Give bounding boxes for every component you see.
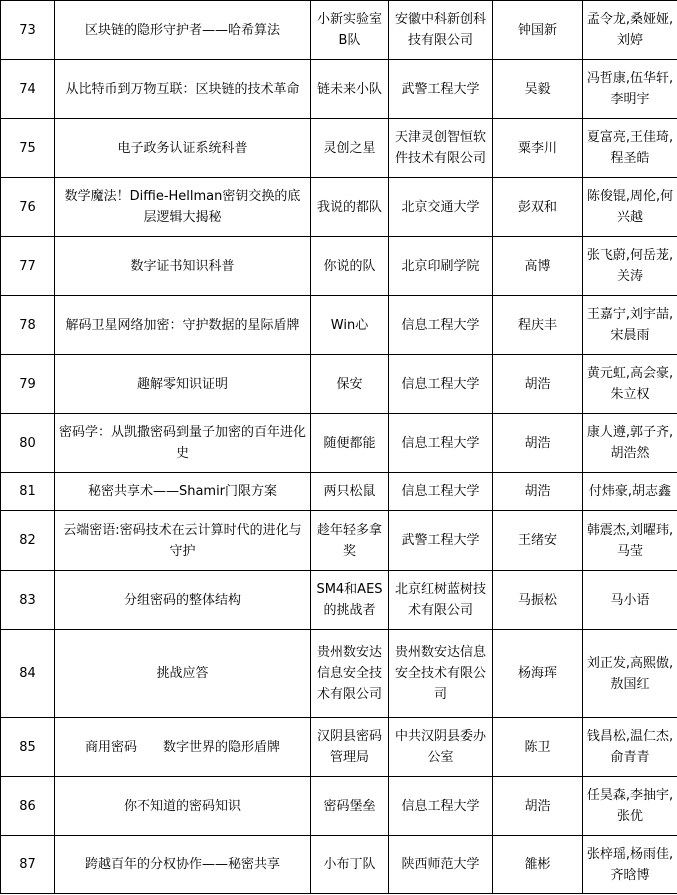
- work-title: 数字证书知识科普: [55, 237, 311, 296]
- table-row: [1, 1, 677, 60]
- table-row: [1, 60, 677, 119]
- row-number: 85: [1, 718, 55, 777]
- team-members: 张梓瑶,杨雨佳,齐晗博: [583, 836, 677, 894]
- table-row: [1, 511, 677, 571]
- team-name: 保安: [311, 355, 389, 414]
- row-number: 78: [1, 296, 55, 355]
- organization: 信息工程大学: [389, 777, 493, 836]
- team-name: 小布丁队: [311, 836, 389, 894]
- organization: 天津灵创智恒软件技术有限公司: [389, 119, 493, 178]
- advisor: 胡浩: [493, 414, 583, 473]
- organization: 陕西师范大学: [389, 836, 493, 894]
- table-row: [1, 178, 677, 237]
- advisor: 彭双和: [493, 178, 583, 237]
- work-title: 分组密码的整体结构: [55, 571, 311, 630]
- advisor: 吴毅: [493, 60, 583, 119]
- table-row: [1, 630, 677, 718]
- advisor: 马振松: [493, 571, 583, 630]
- row-number: 81: [1, 473, 55, 511]
- advisor: 王绪安: [493, 511, 583, 571]
- advisor: 雒彬: [493, 836, 583, 894]
- team-members: 孟令龙,桑娅娅,刘婷: [583, 1, 677, 60]
- row-number: 77: [1, 237, 55, 296]
- organization: 武警工程大学: [389, 60, 493, 119]
- row-number: 76: [1, 178, 55, 237]
- team-name: SM4和AES的挑战者: [311, 571, 389, 630]
- advisor: 胡浩: [493, 473, 583, 511]
- work-title: 趣解零知识证明: [55, 355, 311, 414]
- table-row: [1, 414, 677, 473]
- row-number: 86: [1, 777, 55, 836]
- team-name: 随便都能: [311, 414, 389, 473]
- table-row: [1, 718, 677, 777]
- team-members: 黄元虹,高会豪,朱立权: [583, 355, 677, 414]
- work-title: 挑战应答: [55, 630, 311, 718]
- work-title: 云端密语:密码技术在云计算时代的进化与守护: [55, 511, 311, 571]
- organization: 中共汉阴县委办公室: [389, 718, 493, 777]
- work-title: 电子政务认证系统科普: [55, 119, 311, 178]
- row-number: 79: [1, 355, 55, 414]
- team-name: 密码堡垒: [311, 777, 389, 836]
- organization: 北京红树蓝树技术有限公司: [389, 571, 493, 630]
- work-title: 从比特币到万物互联：区块链的技术革命: [55, 60, 311, 119]
- table-row: [1, 119, 677, 178]
- team-members: 付炜豪,胡志鑫: [583, 473, 677, 511]
- team-members: 王嘉宁,刘宇喆,宋晨雨: [583, 296, 677, 355]
- row-number: 74: [1, 60, 55, 119]
- table-row: [1, 296, 677, 355]
- table-row: [1, 473, 677, 511]
- work-title: 秘密共享术——Shamir门限方案: [55, 473, 311, 511]
- row-number: 84: [1, 630, 55, 718]
- team-members: 夏富亮,王佳琦,程圣皓: [583, 119, 677, 178]
- row-number: 80: [1, 414, 55, 473]
- team-members: 韩震杰,刘曜玮,马莹: [583, 511, 677, 571]
- team-name: 灵创之星: [311, 119, 389, 178]
- team-members: 马小语: [583, 571, 677, 630]
- organization: 安徽中科新创科技有限公司: [389, 1, 493, 60]
- team-name: Win心: [311, 296, 389, 355]
- row-number: 75: [1, 119, 55, 178]
- advisor: 高博: [493, 237, 583, 296]
- table-row: [1, 777, 677, 836]
- table-row: [1, 237, 677, 296]
- work-title: 跨越百年的分权协作——秘密共享: [55, 836, 311, 894]
- table-row: [1, 836, 677, 894]
- team-members: 张飞蔚,何岳茏,关涛: [583, 237, 677, 296]
- team-name: 趁年轻多拿奖: [311, 511, 389, 571]
- team-members: 陈俊锟,周伦,何兴越: [583, 178, 677, 237]
- organization: 北京印刷学院: [389, 237, 493, 296]
- advisor: 杨海珲: [493, 630, 583, 718]
- team-name: 贵州数安达信息安全技术有限公司: [311, 630, 389, 718]
- advisor: 粟李川: [493, 119, 583, 178]
- advisor: 胡浩: [493, 777, 583, 836]
- row-number: 82: [1, 511, 55, 571]
- organization: 信息工程大学: [389, 355, 493, 414]
- organization: 信息工程大学: [389, 414, 493, 473]
- work-title: 解码卫星网络加密：守护数据的星际盾牌: [55, 296, 311, 355]
- organization: 北京交通大学: [389, 178, 493, 237]
- organization: 信息工程大学: [389, 473, 493, 511]
- table-row: [1, 355, 677, 414]
- team-members: 冯哲康,伍华轩,李明宇: [583, 60, 677, 119]
- team-name: 你说的队: [311, 237, 389, 296]
- team-members: 刘正发,高熙傲,敖国红: [583, 630, 677, 718]
- team-members: 康人遵,郭子齐,胡浩然: [583, 414, 677, 473]
- table-row: [1, 571, 677, 630]
- team-name: 汉阴县密码管理局: [311, 718, 389, 777]
- team-members: 任昊森,李抽宇,张优: [583, 777, 677, 836]
- advisor: 陈卫: [493, 718, 583, 777]
- organization: 信息工程大学: [389, 296, 493, 355]
- team-name: 两只松鼠: [311, 473, 389, 511]
- advisor: 钟国新: [493, 1, 583, 60]
- work-title: 密码学：从凯撒密码到量子加密的百年进化史: [55, 414, 311, 473]
- row-number: 87: [1, 836, 55, 894]
- work-title: 区块链的隐形守护者——哈希算法: [55, 1, 311, 60]
- work-title: 数学魔法！Diffie-Hellman密钥交换的底层逻辑大揭秘: [55, 178, 311, 237]
- team-name: 我说的都队: [311, 178, 389, 237]
- team-members: 钱昌松,温仁杰,俞青青: [583, 718, 677, 777]
- organization: 武警工程大学: [389, 511, 493, 571]
- row-number: 73: [1, 1, 55, 60]
- team-name: 链未来小队: [311, 60, 389, 119]
- organization: 贵州数安达信息安全技术有限公司: [389, 630, 493, 718]
- work-title: 商用密码 数字世界的隐形盾牌: [55, 718, 311, 777]
- team-name: 小新实验室B队: [311, 1, 389, 60]
- advisor: 胡浩: [493, 355, 583, 414]
- work-title: 你不知道的密码知识: [55, 777, 311, 836]
- advisor: 程庆丰: [493, 296, 583, 355]
- row-number: 83: [1, 571, 55, 630]
